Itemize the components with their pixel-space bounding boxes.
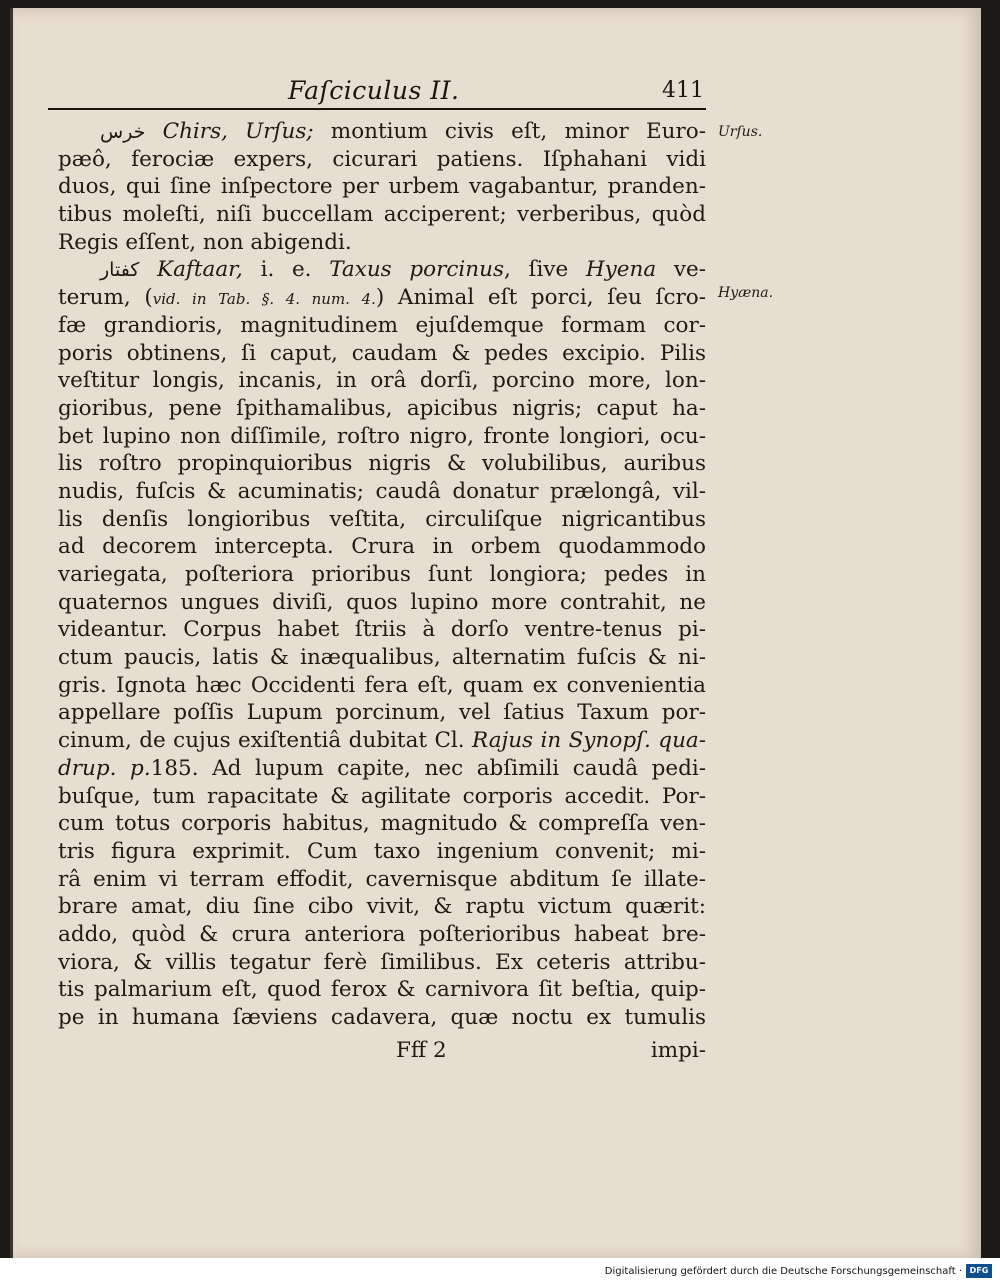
text-run: pæô, ferociæ expers, cicurari patiens. Iſphahani vidi — [58, 146, 706, 172]
arabic-term: خرس — [100, 121, 146, 143]
text-run: terum, ( — [58, 285, 153, 311]
text-line — [58, 256, 706, 284]
text-line — [58, 423, 706, 451]
text-run: veſtitur longis, incanis, in orâ dorſi, porcino more, lon- — [58, 368, 706, 394]
text-run: Taxus porcinus — [329, 257, 504, 283]
text-run: ve- — [656, 257, 706, 283]
text-line — [58, 506, 706, 534]
text-run: Rajus in Synopſ. qua- — [472, 728, 707, 754]
text-run: nudis, fuſcis & acuminatis; caudâ donatur prælongâ, vil- — [58, 478, 706, 504]
text-run: montium civis eſt, minor Euro- — [313, 119, 706, 144]
text-line — [58, 921, 706, 949]
text-run: gioribus, pene ſpithamalibus, apicibus nigris; caput ha- — [58, 395, 706, 421]
text-line — [58, 672, 706, 700]
text-run: videantur. Corpus habet ſtriis à dorſo ventre-tenus pi- — [58, 617, 706, 643]
text-line — [58, 589, 706, 617]
text-run: viora, & villis tegatur ferè ſimilibus. Ex ceteris attribu- — [58, 949, 706, 975]
text-line — [58, 561, 706, 589]
text-run: variegata, poſteriora prioribus ſunt longiora; pedes in — [58, 562, 706, 587]
text-run: , ſive — [504, 257, 586, 283]
text-line — [58, 146, 706, 174]
text-run: brare amat, diu ſine cibo vivit, & raptu victum quærit: — [58, 894, 706, 920]
text-line — [58, 727, 706, 755]
text-line — [58, 699, 706, 727]
text-line — [58, 866, 706, 894]
text-run: Kaftaar, — [139, 257, 243, 283]
text-run: addo, quòd & crura anteriora poſterioribus habeat bre- — [58, 921, 706, 947]
text-run: ) Animal eſt porci, ſeu ſcro- — [375, 285, 706, 311]
text-line — [58, 312, 706, 340]
text-line — [58, 616, 706, 644]
text-line — [58, 1004, 706, 1032]
text-run: cum totus corporis habitus, magnitudo & compreſſa ven- — [58, 811, 706, 837]
text-line — [58, 783, 706, 811]
text-line — [58, 118, 706, 146]
running-head: Faſciculus II. — [288, 76, 460, 105]
text-run: buſque, tum rapacitate & agilitate corporis accedit. Por- — [58, 783, 706, 809]
signature-line — [58, 1038, 706, 1066]
text-line — [58, 173, 706, 201]
text-line — [58, 367, 706, 395]
text-run: bet lupino non diſſimile, roſtro nigro, fronte longiori, ocu- — [58, 423, 706, 449]
text-run: cinum, de cujus exiſtentiâ dubitat Cl. — [58, 728, 473, 754]
text-line — [58, 340, 706, 368]
footer-bar — [0, 1258, 1000, 1285]
text-run: Regis eſſent, non abigendi. — [58, 229, 352, 255]
text-line — [58, 284, 706, 312]
text-line — [58, 893, 706, 921]
text-run: fæ grandioris, magnitudinem ejuſdemque formam cor- — [58, 312, 706, 338]
text-run: Hyena — [585, 257, 657, 283]
text-run: appellare poſſis Lupum porcinum, vel ſatius Taxum por- — [58, 700, 706, 726]
text-run: lis roſtro propinquioribus nigris & volubilibus, auribus — [58, 451, 706, 477]
text-run: pe in humana ſæviens cadavera, quæ noctu ex tumulis — [58, 1005, 706, 1030]
text-run: tis palmarium eſt, quod ferox & carnivora ſit beſtia, quip- — [58, 977, 706, 1003]
text-run: Chirs, Urſus; — [145, 119, 314, 144]
page-header — [48, 74, 706, 110]
text-line — [58, 838, 706, 866]
text-run: gris. Ignota hæc Occidenti fera eſt, quam ex convenientia — [58, 672, 706, 698]
catchword: impi- — [650, 1038, 706, 1063]
text-run: vid. in Tab. §. 4. num. 4. — [152, 290, 376, 309]
text-line — [58, 755, 706, 783]
text-line — [58, 201, 706, 229]
text-run: quaternos ungues diviſi, quos lupino more contrahit, ne — [58, 589, 706, 615]
text-run: duos, qui ſine inſpectore per urbem vagabantur, pranden- — [58, 174, 706, 200]
text-run: i. e. — [242, 257, 330, 283]
text-run: râ enim vi terram effodit, cavernisque abditum ſe illate- — [58, 866, 706, 892]
margin-note-hyaena: Hyæna. — [718, 285, 774, 301]
text-run: lis denſis longioribus veſtita, circuliſque nigricantibus — [58, 506, 706, 532]
text-run: ad decorem intercepta. Crura in orbem quodammodo — [58, 534, 706, 560]
body-text — [58, 118, 706, 1032]
dfg-logo: DFG — [966, 1264, 992, 1278]
page-number: 411 — [662, 78, 704, 103]
text-run: poris obtinens, ſi caput, caudam & pedes excipio. Pilis — [58, 340, 706, 366]
text-line — [58, 810, 706, 838]
footer-credit: Digitalisierung gefördert durch die Deutsche Forschungsgemeinschaft · — [604, 1266, 962, 1277]
text-line — [58, 395, 706, 423]
text-line — [58, 533, 706, 561]
margin-note-ursus: Urſus. — [718, 124, 763, 140]
text-run: tibus moleſti, niſi buccellam acciperent; verberibus, quòd — [58, 202, 706, 228]
text-line — [58, 450, 706, 478]
signature-mark: Fff 2 — [396, 1038, 447, 1063]
arabic-term: كفتار — [100, 259, 140, 282]
text-run: ctum paucis, latis & inæqualibus, alternatim fuſcis & ni- — [58, 645, 706, 671]
text-line — [58, 478, 706, 506]
text-line — [58, 229, 706, 257]
text-run: drup. p. — [58, 755, 151, 781]
text-line — [58, 644, 706, 672]
text-line — [58, 976, 706, 1004]
text-line — [58, 949, 706, 977]
text-run: 185. Ad lupum capite, nec abſimili caudâ pedi- — [150, 755, 707, 781]
text-run: tris figura exprimit. Cum taxo ingenium convenit; mi- — [58, 838, 706, 864]
